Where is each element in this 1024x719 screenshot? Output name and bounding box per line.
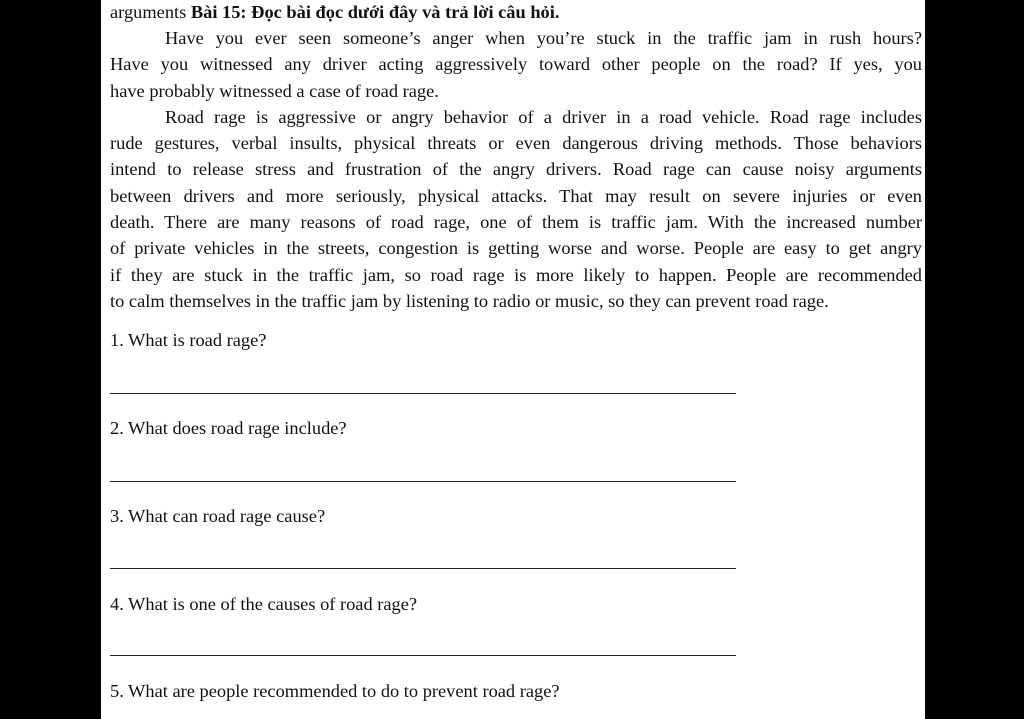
paragraph-line: Have you ever seen someone’s anger when you’re stuck in the traffic jam in rush hours? — [165, 28, 922, 48]
question-5: 5. What are people recommended to do to prevent road rage? — [110, 681, 560, 701]
question-3: 3. What can road rage cause? — [110, 506, 326, 526]
paragraph-line: if they are stuck in the traffic jam, so road rage is more likely to happen. People are recommended — [110, 264, 922, 285]
paragraph-line: Have you witnessed any driver acting aggressively toward other people on the road? If yes, you — [110, 54, 922, 75]
question-4: 4. What is one of the causes of road rage? — [110, 594, 418, 614]
question-1: 1. What is road rage? — [110, 330, 267, 350]
document-page — [101, 0, 925, 719]
paragraph-1 — [110, 25, 922, 104]
paragraph-line: Road rage is aggressive or angry behavior of a driver in a road vehicle. Road rage includes — [165, 106, 922, 127]
paragraph-line: death. There are many reasons of road rage, one of them is traffic jam. With the increased number — [110, 212, 922, 233]
answer-line-2 — [110, 481, 736, 482]
exercise-title: Bài 15: Đọc bài đọc dưới đây và trả lời câu hỏi. — [190, 2, 560, 22]
heading-prefix: arguments — [110, 2, 191, 22]
paragraph-line: rude gestures, verbal insults, physical threats or even dangerous driving methods. Those behaviors — [110, 133, 922, 154]
paragraph-line: to calm themselves in the traffic jam by listening to radio or music, so they can prevent road rage. — [110, 290, 829, 311]
answer-line-4 — [110, 655, 736, 656]
paragraph-2 — [110, 104, 922, 314]
paragraph-line: between drivers and more seriously, physical attacks. That may result on severe injuries or even — [110, 185, 922, 206]
question-2: 2. What does road rage include? — [110, 418, 347, 438]
paragraph-line: have probably witnessed a case of road rage. — [110, 80, 439, 101]
paragraph-line: of private vehicles in the streets, congestion is getting worse and worse. People are easy to get angry — [110, 238, 922, 259]
heading-line — [110, 0, 922, 25]
reading-passage — [110, 0, 922, 314]
paragraph-line: intend to release stress and frustration of the angry drivers. Road rage can cause noisy arguments — [110, 159, 922, 180]
answer-line-3 — [110, 568, 736, 569]
answer-line-1 — [110, 393, 736, 394]
